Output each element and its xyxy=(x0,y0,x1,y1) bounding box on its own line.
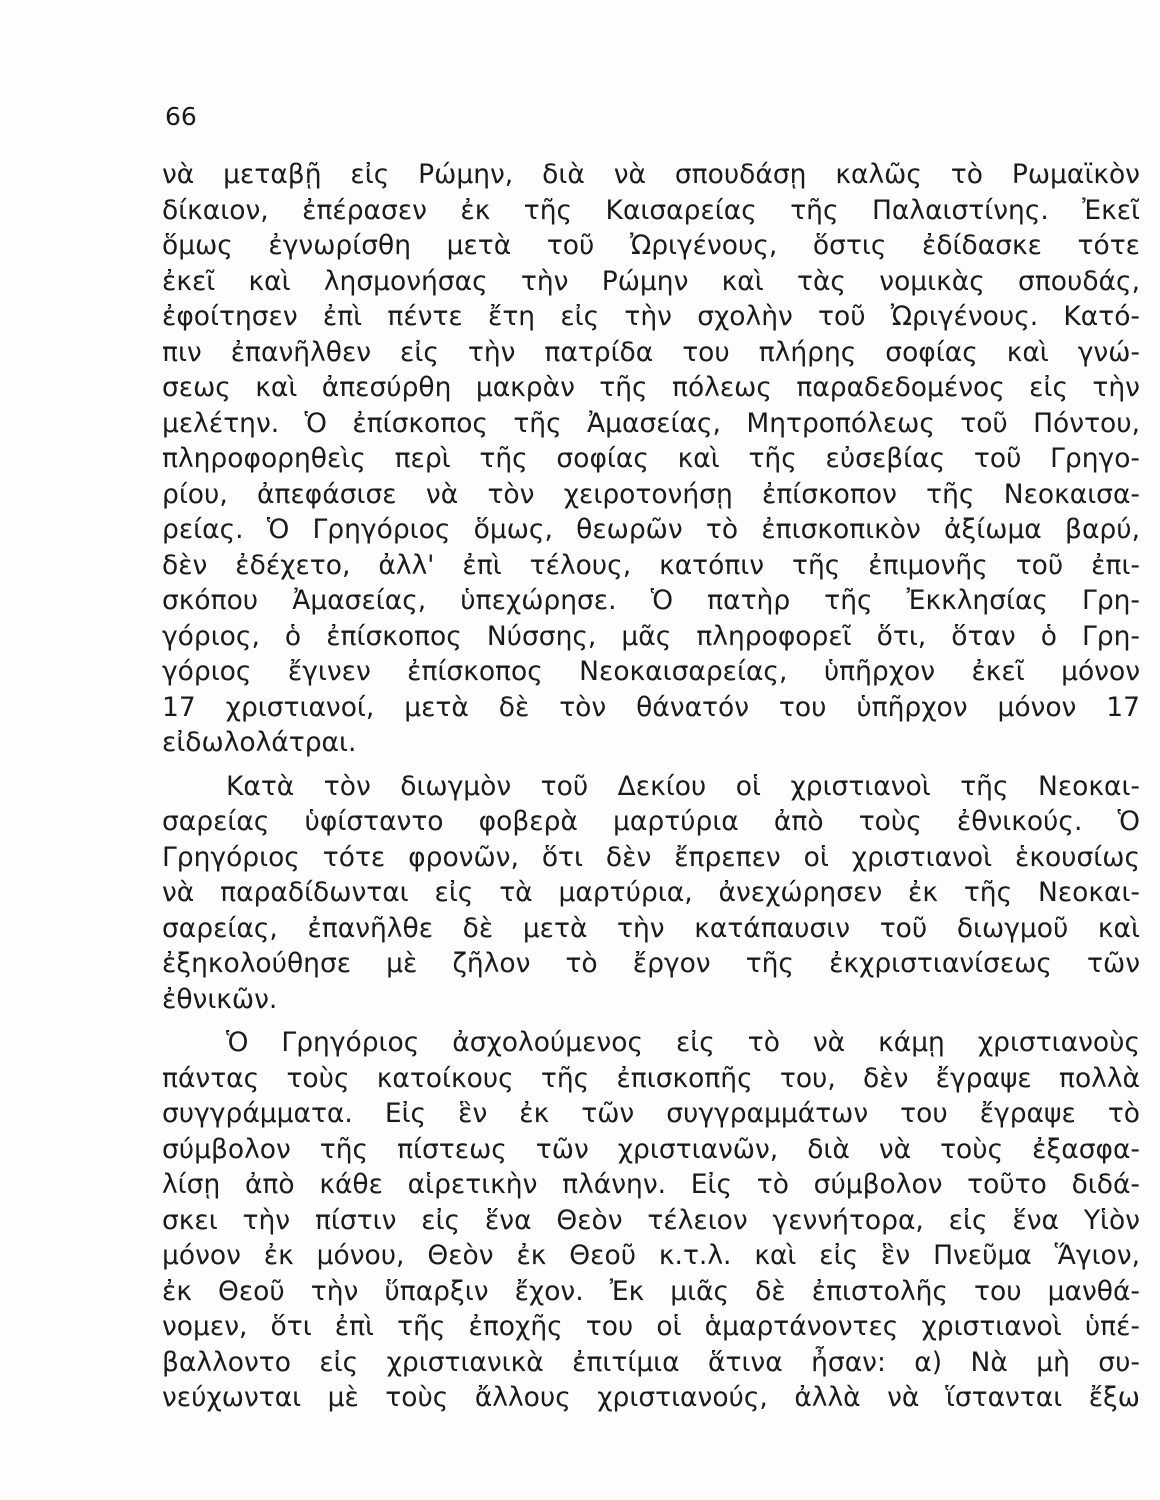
text-body xyxy=(162,157,1140,1416)
text-line: ρείας. Ὁ Γρηγόριος ὅμως, θεωρῶν τὸ ἐπισκοπικὸν ἀξίωμα βαρύ, xyxy=(162,514,1140,545)
text-line: πιν ἐπανῆλθεν εἰς τὴν πατρίδα του πλήρης σοφίας καὶ γνώ- xyxy=(162,336,1140,368)
text-line: δὲν ἐδέχετο, ἀλλ' ἐπὶ τέλους, κατόπιν τῆς ἐπιμονῆς τοῦ ἐπι- xyxy=(162,549,1140,581)
text-line: ἐξηκολούθησε μὲ ζῆλον τὸ ἔργον τῆς ἐκχριστιανίσεως τῶν xyxy=(162,948,1140,979)
text-line: Ὁ Γρηγόριος ἀσχολούμενος εἰς τὸ νὰ κάμῃ χριστιανοὺς xyxy=(226,1027,1140,1058)
text-line: πάντας τοὺς κατοίκους τῆς ἐπισκοπῆς του, δὲν ἔγραψε πολλὰ xyxy=(162,1062,1140,1094)
text-line: πληροφορηθεὶς περὶ τῆς σοφίας καὶ τῆς εὐσεβίας τοῦ Γρηγο- xyxy=(162,443,1140,474)
text-line: λίσῃ ἀπὸ κάθε αἱρετικὴν πλάνην. Εἰς τὸ σύμβολον τοῦτο διδά- xyxy=(162,1169,1140,1200)
paragraph-1 xyxy=(162,157,1140,761)
text-line: σεως καὶ ἀπεσύρθη μακρὰν τῆς πόλεως παραδεδομένος εἰς τὴν xyxy=(162,372,1140,403)
text-line: νὰ παραδίδωνται εἰς τὰ μαρτύρια, ἀνεχώρησεν ἐκ τῆς Νεοκαι- xyxy=(162,877,1140,908)
text-line: σύμβολον τῆς πίστεως τῶν χριστιανῶν, διὰ νὰ τοὺς ἐξασφα- xyxy=(162,1133,1140,1165)
paragraph-3 xyxy=(162,1025,1140,1416)
paragraph-2 xyxy=(162,769,1140,1018)
text-line: ρίου, ἀπεφάσισε νὰ τὸν χειροτονήσῃ ἐπίσκοπον τῆς Νεοκαισα- xyxy=(162,478,1140,510)
text-line: ὅμως ἐγνωρίσθη μετὰ τοῦ Ὠριγένους, ὅστις ἐδίδασκε τότε xyxy=(162,230,1140,261)
text-line: συγγράμματα. Εἰς ἓν ἐκ τῶν συγγραμμάτων του ἔγραψε τὸ xyxy=(162,1098,1140,1129)
text-line: 17 χριστιανοί, μετὰ δὲ τὸν θάνατόν του ὑπῆρχον μόνον 17 xyxy=(162,691,1140,723)
text-line: σαρείας, ἐπανῆλθε δὲ μετὰ τὴν κατάπαυσιν τοῦ διωγμοῦ καὶ xyxy=(162,912,1140,944)
text-line: Γρηγόριος τότε φρονῶν, ὅτι δὲν ἔπρεπεν οἱ χριστιανοὶ ἑκουσίως xyxy=(162,841,1140,873)
text-line: δίκαιον, ἐπέρασεν ἐκ τῆς Καισαρείας τῆς Παλαιστίνης. Ἐκεῖ xyxy=(162,194,1140,226)
text-line: μελέτην. Ὁ ἐπίσκοπος τῆς Ἀμασείας, Μητροπόλεως τοῦ Πόντου, xyxy=(162,407,1140,439)
text-line: σκει τὴν πίστιν εἰς ἕνα Θεὸν τέλειον γεννήτορα, εἰς ἕνα Υἱὸν xyxy=(162,1204,1140,1236)
text-line: νὰ μεταβῇ εἰς Ρώμην, διὰ νὰ σπουδάσῃ καλῶς τὸ Ρωμαϊκὸν xyxy=(162,159,1140,190)
text-line: νομεν, ὅτι ἐπὶ τῆς ἐποχῆς του οἱ ἁμαρτάνοντες χριστιανοὶ ὑπέ- xyxy=(162,1311,1140,1342)
text-line: γόριος ἔγινεν ἐπίσκοπος Νεοκαισαρείας, ὑπῆρχον ἐκεῖ μόνον xyxy=(162,656,1140,687)
text-line: σκόπου Ἀμασείας, ὑπεχώρησε. Ὁ πατὴρ τῆς Ἐκκλησίας Γρη- xyxy=(162,585,1140,616)
text-line: ἐκεῖ καὶ λησμονήσας τὴν Ρώμην καὶ τὰς νομικὰς σπουδάς, xyxy=(162,265,1140,297)
text-line: ἐφοίτησεν ἐπὶ πέντε ἔτη εἰς τὴν σχολὴν τοῦ Ὠριγένους. Κατό- xyxy=(162,301,1140,332)
text-line: βαλλοντο εἰς χριστιανικὰ ἐπιτίμια ἅτινα ἦσαν: α) Νὰ μὴ συ- xyxy=(162,1346,1140,1378)
text-line: Κατὰ τὸν διωγμὸν τοῦ Δεκίου οἱ χριστιανοὶ τῆς Νεοκαι- xyxy=(226,770,1140,802)
text-line: νεύχωνται μὲ τοὺς ἄλλους χριστιανούς, ἀλλὰ νὰ ἵστανται ἔξω xyxy=(162,1382,1140,1413)
text-line: γόριος, ὁ ἐπίσκοπος Νύσσης, μᾶς πληροφορεῖ ὅτι, ὅταν ὁ Γρη- xyxy=(162,620,1140,652)
paragraph-gap xyxy=(162,1017,1140,1025)
text-line: ἐκ Θεοῦ τὴν ὕπαρξιν ἔχον. Ἐκ μιᾶς δὲ ἐπιστολῆς του μανθά- xyxy=(162,1275,1140,1307)
text-line: εἰδωλολάτραι. xyxy=(162,727,357,758)
text-line: μόνον ἐκ μόνου, Θεὸν ἐκ Θεοῦ κ.τ.λ. καὶ εἰς ἓν Πνεῦμα Ἅγιον, xyxy=(162,1240,1140,1271)
text-line: ἐθνικῶν. xyxy=(162,983,278,1015)
page-number: 66 xyxy=(165,102,197,131)
text-line: σαρείας ὑφίσταντο φοβερὰ μαρτύρια ἀπὸ τοὺς ἐθνικούς. Ὁ xyxy=(162,806,1140,837)
paragraph-gap xyxy=(162,761,1140,769)
